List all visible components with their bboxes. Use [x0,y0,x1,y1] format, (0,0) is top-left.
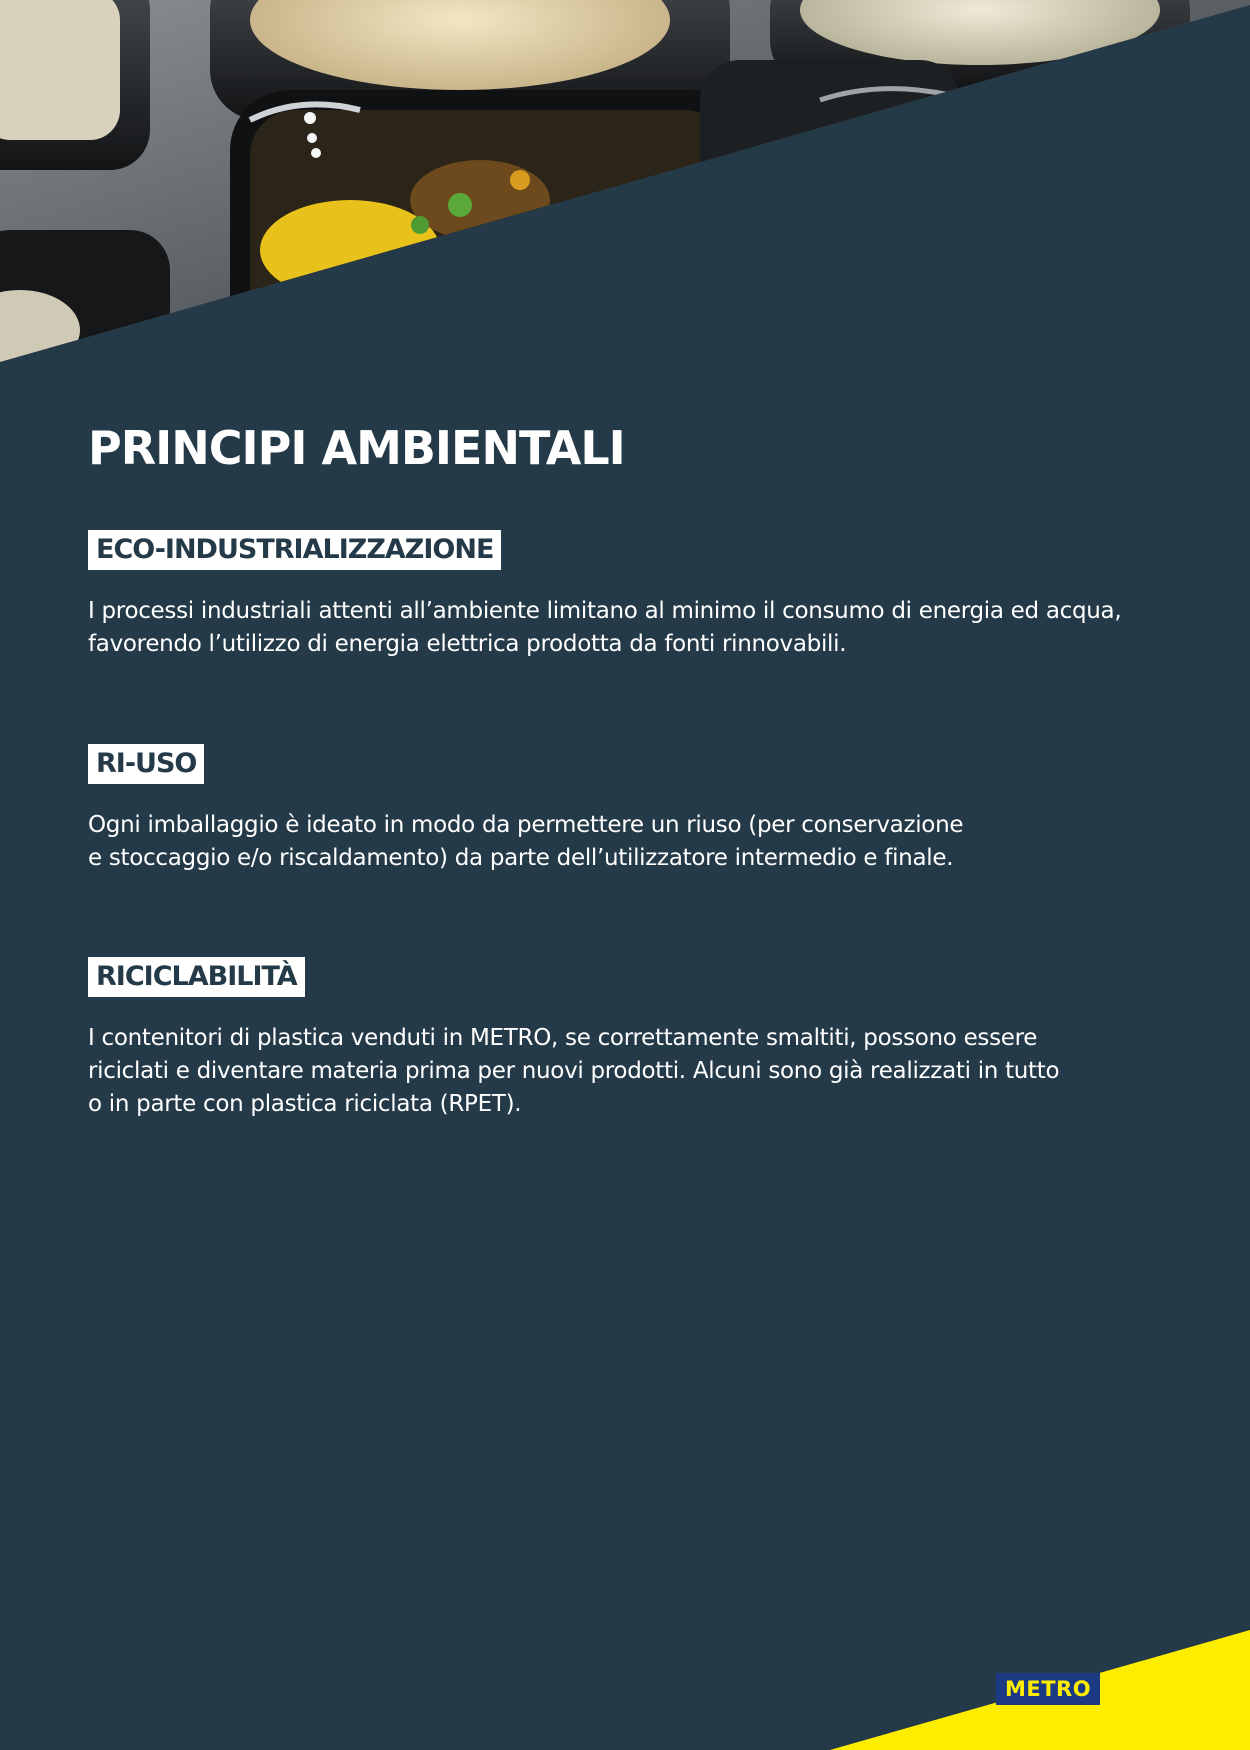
section-eco-industrializzazione [88,530,1188,661]
section-label: ECO-INDUSTRIALIZZAZIONE [88,530,501,570]
body-line: e stoccaggio e/o riscaldamento) da parte dell’utilizzatore intermedio e finale. [88,845,954,871]
page-title: PRINCIPI AMBIENTALI [88,421,625,475]
section-riciclabilita [88,957,1188,1121]
metro-logo: METRO [996,1673,1100,1705]
section-ri-uso [88,744,1188,875]
body-line: o in parte con plastica riciclata (RPET). [88,1091,522,1117]
food-containers-photo [0,0,1250,370]
section-body [88,809,1188,875]
section-label: RI-USO [88,744,204,784]
section-label: RICICLABILITÀ [88,957,305,997]
section-body [88,1022,1188,1121]
body-line: I processi industriali attenti all’ambiente limitano al minimo il consumo di energia ed acqua, [88,598,1122,624]
body-line: Ogni imballaggio è ideato in modo da permettere un riuso (per conservazione [88,812,964,838]
body-line: I contenitori di plastica venduti in METRO, se correttamente smaltiti, possono essere [88,1025,1038,1051]
section-body [88,595,1188,661]
body-line: favorendo l’utilizzo di energia elettrica prodotta da fonti rinnovabili. [88,631,847,657]
body-line: riciclati e diventare materia prima per nuovi prodotti. Alcuni sono già realizzati in tutto [88,1058,1060,1084]
